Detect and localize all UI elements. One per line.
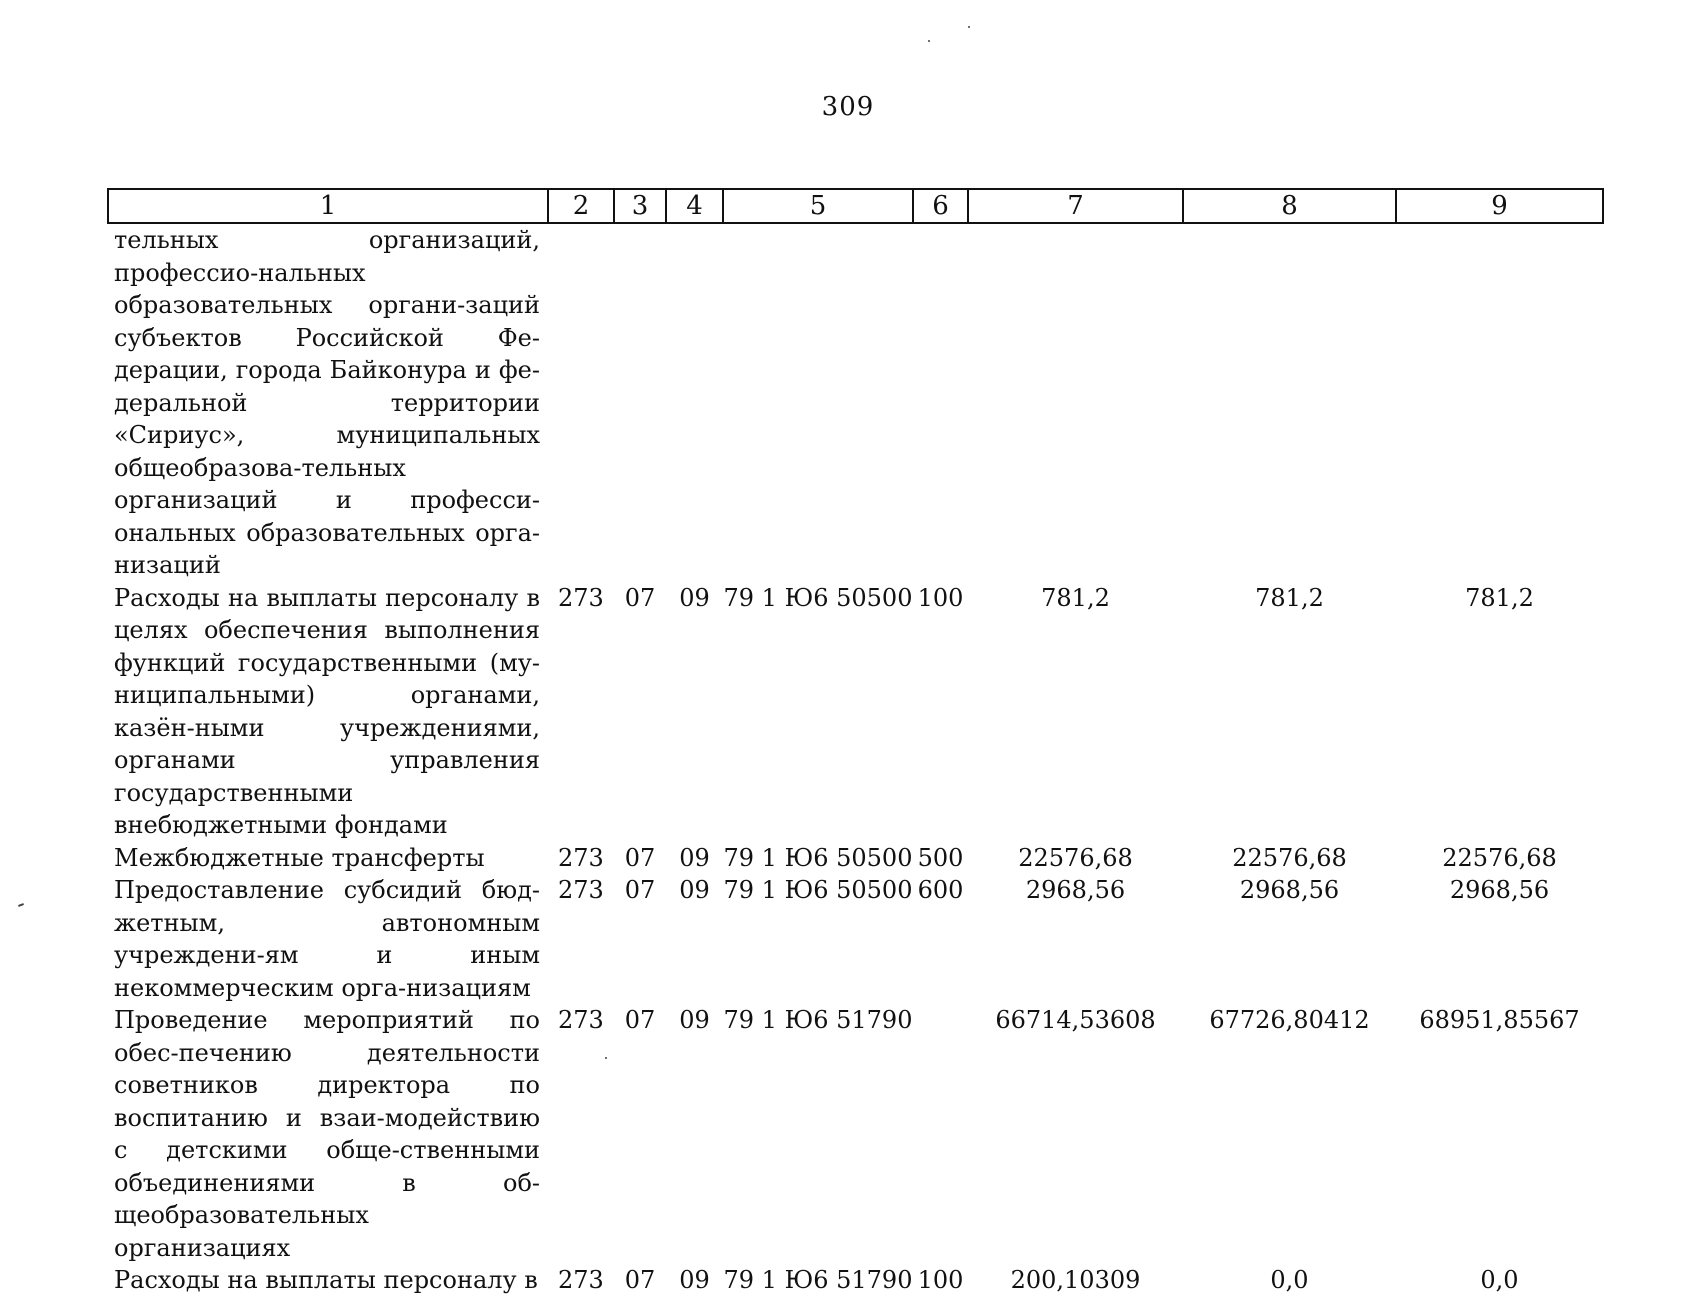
- cell-section: 07: [624, 876, 656, 904]
- cell-expense-type: 100: [917, 583, 964, 612]
- cell-amount-2: [1183, 223, 1396, 582]
- cell-subsection: 09: [679, 843, 710, 872]
- table-row: [108, 842, 1603, 875]
- cell-target-article: 79 1 Ю6 51790: [723, 1266, 913, 1294]
- column-header: 7: [968, 189, 1183, 223]
- cell-admin-code: 273: [558, 843, 604, 872]
- cell-expense-type: [913, 1004, 968, 1264]
- table-row: [108, 1004, 1603, 1264]
- row-name: Межбюджетные трансферты: [114, 843, 485, 872]
- table-header-row: [108, 189, 1603, 223]
- cell-admin-code: 273: [558, 876, 604, 904]
- cell-amount-3: 781,2: [1465, 583, 1534, 612]
- cell-admin-code: [548, 223, 614, 582]
- page-number: 309: [821, 92, 875, 122]
- cell-admin-code: 273: [558, 1266, 604, 1294]
- cell-amount-2: 0,0: [1270, 1266, 1309, 1294]
- cell-subsection: 09: [679, 583, 710, 612]
- cell-target-article: 79 1 Ю6 50500: [723, 843, 913, 872]
- row-name: Предоставление субсидий бюд-жетным, автономным учреждени-ям и иным некоммерческим орга-низациям: [114, 876, 540, 1002]
- row-name: Проведение мероприятий по обес-печению деятельности советников директора по воспитанию и взаи-модействию с детскими обще-ственными объединениями в об-щеобразовательных организациях: [114, 1006, 540, 1262]
- cell-admin-code: 273: [558, 1006, 604, 1034]
- cell-subsection: 09: [679, 1006, 710, 1034]
- column-header: 3: [614, 189, 666, 223]
- scan-speck: [928, 40, 930, 42]
- cell-section: 07: [624, 1006, 656, 1034]
- scan-speck: [18, 903, 24, 907]
- cell-target-article: 79 1 Ю6 50500: [723, 583, 913, 612]
- cell-amount-1: 2968,56: [1025, 876, 1126, 904]
- cell-expense-type: 600: [917, 876, 964, 904]
- cell-amount-3: 2968,56: [1449, 876, 1550, 904]
- column-header: 8: [1183, 189, 1396, 223]
- column-header: 1: [108, 189, 548, 223]
- cell-subsection: 09: [679, 876, 710, 904]
- table-row: [108, 1264, 1603, 1297]
- column-header: 5: [723, 189, 913, 223]
- cell-section: 07: [624, 1266, 656, 1294]
- cell-admin-code: 273: [558, 583, 604, 612]
- cell-amount-2: 67726,80412: [1209, 1006, 1370, 1034]
- cell-amount-2: 2968,56: [1239, 876, 1340, 904]
- scan-speck: [968, 26, 970, 28]
- cell-amount-1: [968, 223, 1183, 582]
- cell-amount-1: 22576,68: [1018, 843, 1133, 872]
- cell-subsection: [666, 223, 723, 582]
- table-row: [108, 223, 1603, 582]
- cell-amount-3: 22576,68: [1442, 843, 1557, 872]
- column-header: 6: [913, 189, 968, 223]
- cell-section: [614, 223, 666, 582]
- column-header: 4: [666, 189, 723, 223]
- cell-amount-1: 200,10309: [1010, 1266, 1141, 1294]
- cell-target-article: 79 1 Ю6 51790: [723, 1006, 913, 1034]
- row-name: Расходы на выплаты персоналу в целях обеспечения выполнения функций государственными (му-ниципальными) органами, казён-ными учреждениями, органами управления государственными внебюджетными фондами: [114, 583, 540, 839]
- cell-expense-type: 100: [917, 1266, 964, 1294]
- table-row: [108, 582, 1603, 842]
- cell-amount-1: 66714,53608: [995, 1006, 1156, 1034]
- cell-section: 07: [624, 843, 656, 872]
- cell-amount-2: 22576,68: [1232, 843, 1347, 872]
- budget-table: [107, 188, 1604, 1297]
- cell-expense-type: 500: [917, 843, 964, 872]
- cell-section: 07: [624, 583, 656, 612]
- cell-amount-3: 68951,85567: [1419, 1006, 1580, 1034]
- cell-target-article: 79 1 Ю6 50500: [723, 876, 913, 904]
- cell-amount-1: 781,2: [1041, 583, 1110, 612]
- cell-subsection: 09: [679, 1266, 710, 1294]
- table-row: [108, 874, 1603, 1004]
- cell-amount-2: 781,2: [1255, 583, 1324, 612]
- cell-expense-type: [913, 223, 968, 582]
- row-name: Расходы на выплаты персоналу в: [114, 1266, 538, 1294]
- row-name: тельных организаций, профессио-нальных образовательных органи-заций субъектов Российской Фе-дерации, города Байконура и фе-деральной территории «Сириус», муниципальных общеобразова-тельных организаций и професси-ональных образовательных орга-низаций: [114, 226, 540, 579]
- cell-amount-3: [1396, 223, 1603, 582]
- column-header: 2: [548, 189, 614, 223]
- cell-target-article: [723, 223, 913, 582]
- cell-amount-3: 0,0: [1480, 1266, 1519, 1294]
- column-header: 9: [1396, 189, 1603, 223]
